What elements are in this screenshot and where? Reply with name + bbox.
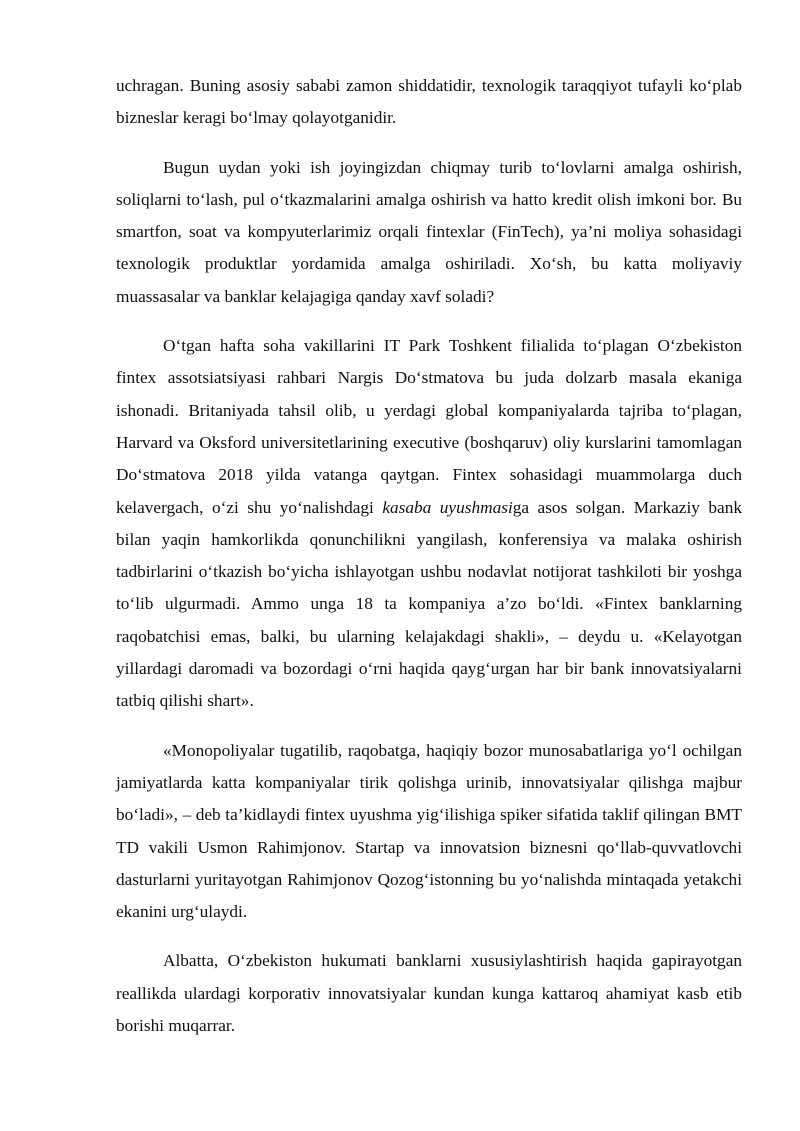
paragraph-2: Bugun uydan yoki ish joyingizdan chiqmay turib to‘lovlarni amalga oshirish, soliqlarni to‘lash, pul o‘tkazmalarini amalga oshirish va hatto kredit olish imkoni bor. Bu smartfon, soat va kompyuterlarimiz orqali fintexlar (FinTech), ya’ni moliya sohasidagi texnologik produktlar yordamida amalga oshiriladi. Xo‘sh, bu katta moliyaviy muassasalar va banklar kelajagiga qanday xavf soladi? (116, 157, 742, 306)
paragraph-5: Albatta, O‘zbekiston hukumati banklarni xususiylashtirish haqida gapirayotgan reallikda ulardagi korporativ innovatsiyalar kundan kunga kattaroq ahamiyat kasb etib borishi muqarrar. (116, 951, 742, 1036)
paragraph-3-emphasis: kasaba uyushmasi (382, 497, 513, 517)
paragraph-4: «Monopoliyalar tugatilib, raqobatga, haqiqiy bozor munosabatlariga yo‘l ochilgan jamiyatlarda katta kompaniyalar tirik qolishga urinib, innovatsiyalar qilishga majbur bo‘ladi», – deb ta’kidlaydi fintex uyushma yig‘ilishiga spiker sifatida taklif qilingan BMT TD vakili Usmon Rahimjonov. Startap va innovatsion biznesni qo‘llab-quvvatlovchi dasturlarni yuritayotgan Rahimjonov Qozog‘istonning bu yo‘nalishda mintaqada yetakchi ekanini urg‘ulaydi. (116, 740, 742, 922)
paragraph-3-text-before: O‘tgan hafta soha vakillarini IT Park Toshkent filialida to‘plagan O‘zbekiston fintex assotsiatsiyasi rahbari Nargis Do‘stmatova bu juda dolzarb masala ekaniga ishonadi. Britaniyada tahsil olib, u yerdagi global kompaniyalarda tajriba to‘plagan, Harvard va Oksford universitetlarining executive (boshqaruv) oliy kurslarini tamomlagan Do‘stmatova 2018 yilda vatanga qaytgan. Fintex sohasidagi muammolarga duch kelavergach, o‘zi shu yo‘nalishdagi (116, 336, 742, 517)
paragraph-3 (116, 330, 742, 718)
paragraph-1: uchragan. Buning asosiy sababi zamon shiddatidir, texnologik taraqqiyot tufayli ko‘plab bizneslar keragi bo‘lmay qolayotganidir. (116, 76, 742, 128)
paragraph-3-text-after: ga asos solgan. Markaziy bank bilan yaqin hamkorlikda qonunchilikni yangilash, konferensiya va malaka oshirish tadbirlarini o‘tkazish bo‘yicha ishlayotgan ushbu nodavlat notijorat tashkiloti bir yoshga to‘lib ulgurmadi. Ammo unga 18 ta kompaniya a’zo bo‘ldi. «Fintex banklarning raqobatchisi emas, balki, bu ularning kelajakdagi shakli», – deydu u. «Kelayotgan yillardagi daromadi va bozordagi o‘rni haqida qayg‘urgan har bir bank innovatsiyalarni tatbiq qilishi shart». (116, 497, 742, 711)
document-page (116, 70, 742, 1059)
